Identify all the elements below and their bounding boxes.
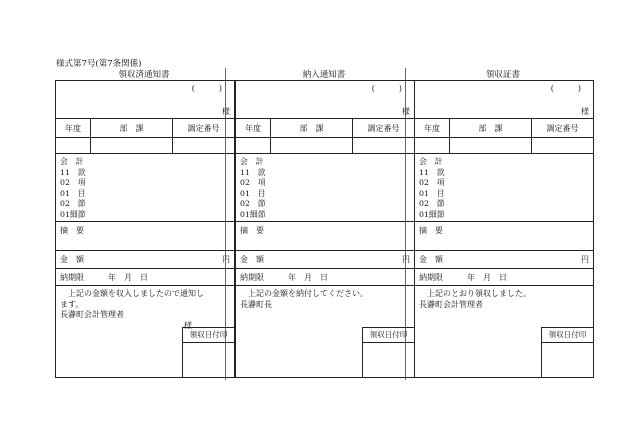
account-lines [240, 157, 414, 221]
number-value[interactable] [531, 138, 593, 153]
header-value-row [415, 137, 593, 153]
addressee-row [415, 81, 593, 118]
stamp-box [362, 327, 414, 377]
header-value-row [56, 137, 234, 153]
account-line: 11 款 [240, 167, 266, 177]
stamp-box [541, 327, 593, 377]
dept-value[interactable] [270, 138, 352, 153]
account-line: 01細節 [240, 209, 266, 219]
summary-label: 摘 要 [60, 226, 84, 235]
number-value[interactable] [352, 138, 414, 153]
dept-header: 部 課 [90, 119, 172, 137]
stamp-box [182, 327, 234, 377]
summary-row[interactable] [236, 221, 414, 250]
message-line: 上記の金額を収入しましたので通知し [68, 289, 204, 298]
account-line: 11 款 [60, 167, 86, 177]
year-value[interactable] [415, 138, 449, 153]
number-header: 調定番号 [531, 119, 593, 137]
dept-header: 部 課 [449, 119, 531, 137]
account-line: 01 目 [240, 188, 266, 198]
message-block [236, 285, 414, 377]
number-value[interactable] [172, 138, 234, 153]
summary-label: 摘 要 [240, 226, 264, 235]
message-line: 長瀞町会計管理者 [419, 299, 483, 309]
account-block [415, 153, 593, 221]
number-header: 調定番号 [352, 119, 414, 137]
account-line: 会 計 [60, 157, 84, 166]
account-line: 01細節 [60, 209, 86, 219]
account-lines [60, 157, 234, 221]
amount-label: 金 額 [60, 255, 84, 264]
closing-suffix: 様 [184, 320, 192, 330]
form-box [235, 80, 415, 378]
amount-row[interactable] [415, 250, 593, 268]
form-title: 領収証書 [485, 70, 520, 80]
deadline-row [56, 268, 234, 285]
addressee-row [56, 81, 234, 118]
amount-row[interactable] [236, 250, 414, 268]
deadline-row [236, 268, 414, 285]
number-header: 調定番号 [172, 119, 234, 137]
stamp-label: 領収日付印 [363, 328, 414, 343]
year-header: 年度 [65, 123, 81, 133]
year-value[interactable] [56, 138, 90, 153]
account-line: 11 款 [419, 167, 445, 177]
stamp-label: 領収日付印 [183, 328, 234, 343]
header-value-row [236, 137, 414, 153]
dept-header: 部 課 [270, 119, 352, 137]
message-lines [240, 289, 410, 310]
account-lines [419, 157, 593, 221]
deadline-label: 納期限 年 月 日 [419, 272, 507, 282]
paren-blank: ( ) [550, 84, 581, 93]
message-line: 上記のとおり領収しました。 [427, 289, 531, 298]
form-box [55, 80, 235, 378]
dept-value[interactable] [90, 138, 172, 153]
paren-blank: ( ) [371, 84, 402, 93]
form-title: 納入通知書 [302, 70, 346, 80]
paren-blank: ( ) [191, 84, 222, 93]
account-line: 会 計 [419, 157, 443, 166]
account-block [236, 153, 414, 221]
deadline-row [415, 268, 593, 285]
form-title: 領収済通知書 [118, 70, 170, 80]
message-block [56, 285, 234, 377]
yen-unit: 円 [402, 255, 410, 264]
account-line: 01 目 [419, 188, 445, 198]
form-number-label: 様式第7号(第7条関係) [56, 59, 142, 69]
message-block [415, 285, 593, 377]
message-line: 長瀞町会計管理者 [60, 310, 124, 319]
year-header: 年度 [424, 123, 440, 133]
summary-row[interactable] [415, 221, 593, 250]
addressee-suffix: 様 [402, 107, 410, 116]
year-value[interactable] [236, 138, 270, 153]
year-header: 年度 [245, 123, 261, 133]
form-box [414, 80, 594, 378]
account-line: 02 節 [419, 199, 445, 209]
message-line: ます。 [60, 299, 84, 309]
account-line: 01 目 [60, 188, 86, 198]
yen-unit: 円 [581, 255, 589, 264]
yen-unit: 円 [222, 255, 230, 264]
addressee-suffix: 様 [222, 107, 230, 116]
message-line: 長瀞町長 [240, 299, 272, 309]
header-row [236, 118, 414, 137]
message-line: 上記の金額を納付してください。 [248, 289, 368, 298]
deadline-label: 納期限 年 月 日 [60, 272, 148, 282]
amount-label: 金 額 [419, 255, 443, 264]
amount-label: 金 額 [240, 255, 264, 264]
account-line: 01細節 [419, 209, 445, 219]
amount-row[interactable] [56, 250, 234, 268]
account-line: 02 項 [419, 178, 445, 188]
account-line: 02 項 [240, 178, 266, 188]
stamp-label: 領収日付印 [542, 328, 593, 343]
addressee-suffix: 様 [581, 107, 589, 116]
account-line: 会 計 [240, 157, 264, 166]
summary-row[interactable] [56, 221, 234, 250]
message-lines [60, 289, 230, 321]
account-block [56, 153, 234, 221]
summary-label: 摘 要 [419, 226, 443, 235]
deadline-label: 納期限 年 月 日 [240, 272, 328, 282]
header-row [56, 118, 234, 137]
message-lines [419, 289, 589, 310]
addressee-row [236, 81, 414, 118]
account-line: 02 節 [240, 199, 266, 209]
account-line: 02 項 [60, 178, 86, 188]
header-row [415, 118, 593, 137]
account-line: 02 節 [60, 199, 86, 209]
dept-value[interactable] [449, 138, 531, 153]
